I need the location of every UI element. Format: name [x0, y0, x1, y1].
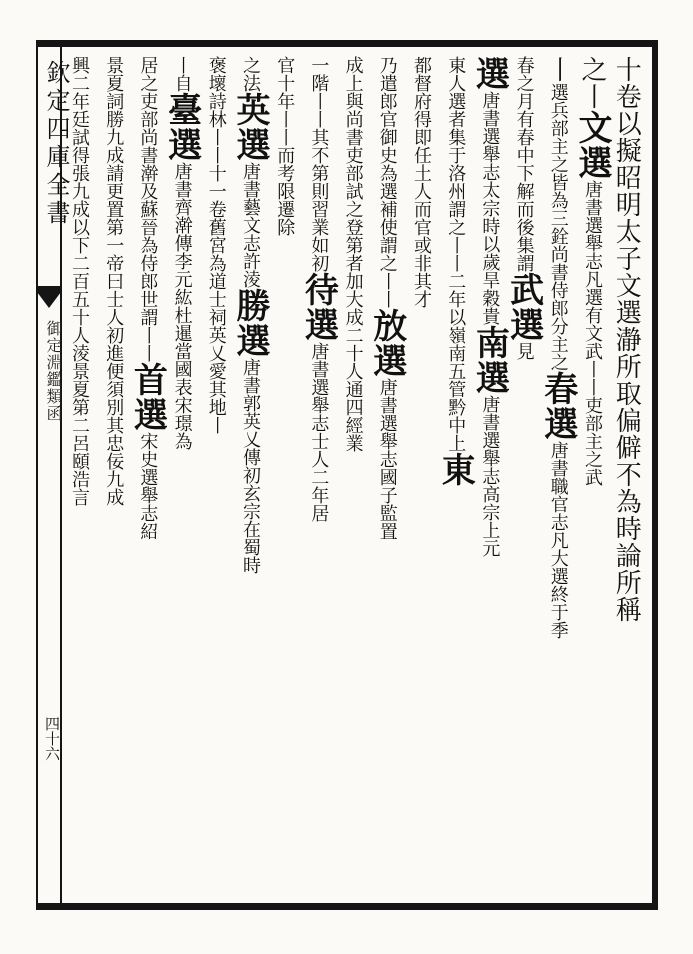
- text-column: [612, 56, 646, 896]
- text-run: 大成二十人通四經業: [342, 290, 364, 452]
- text-run: 唐書藝文志許淩: [239, 162, 261, 288]
- text-run: 之丨: [576, 56, 607, 110]
- text-column: [127, 56, 168, 896]
- entry-heading: 首選: [127, 362, 168, 432]
- text-run: 選兵部主之皆為三銓尚書侍郎分主之: [547, 83, 569, 371]
- text-run: 居之: [137, 56, 159, 92]
- text-run: 舊宮為道士祠英乂愛其地丨: [205, 218, 227, 434]
- text-column: [270, 56, 304, 896]
- text-run: 詩林丨丨十一卷: [205, 92, 227, 218]
- text-column: [435, 56, 476, 896]
- text-column: [537, 56, 578, 896]
- text-run: 吏部尚書澣及蘇晉為侍郎世謂丨丨: [137, 92, 159, 362]
- text-run: 興二年廷試得張九成以下二百五十人淩景夏第二呂頤浩言: [68, 56, 90, 506]
- frame-right-rule: [652, 40, 658, 910]
- text-run: 丨: [542, 56, 573, 83]
- text-run: 唐書選舉志國子監置: [376, 378, 398, 540]
- text-run: 十卷以擬昭明太子文選瀞: [611, 56, 642, 353]
- entry-heading: 英選: [229, 92, 270, 162]
- text-column: [503, 56, 544, 896]
- text-run: 東人選者集于洛州謂之丨丨: [445, 56, 467, 272]
- text-run: 都督府得即任土人而官或非其才: [410, 56, 432, 308]
- text-run: 唐書齊澣傳李元紘杜暹當國表宋璟為: [171, 162, 193, 450]
- text-column: [338, 56, 372, 896]
- entry-heading: 放選: [366, 308, 407, 378]
- text-column: [161, 56, 202, 896]
- entry-heading: 南選: [469, 325, 510, 395]
- fish-tail-mark-icon: [37, 286, 61, 314]
- text-column: [366, 56, 407, 896]
- entry-heading: 勝選: [229, 288, 270, 358]
- text-run: 所取偏僻不為時論所稱: [611, 353, 642, 623]
- text-run: 景夏詞勝九成請更置第一帝曰士人初進便須別其忠佞九成: [103, 56, 125, 506]
- text-run: 見: [513, 342, 535, 360]
- text-column: [298, 56, 339, 896]
- text-run: 一階丨丨其不第則習業如初: [308, 56, 330, 272]
- text-run: 乃遣郎官御史為選補使謂之丨丨: [376, 56, 398, 308]
- text-run: 唐書職官志凡大選終于季: [547, 441, 569, 639]
- entry-heading: 春選: [537, 371, 578, 441]
- text-run: 春之月有春中下解而後集謂: [513, 56, 535, 272]
- entry-heading: 選: [469, 56, 510, 91]
- margin-book-title: 欽定四庫全書: [42, 60, 70, 228]
- text-run: 丨自: [171, 56, 193, 92]
- frame-left-rule: [36, 40, 38, 910]
- text-run: 官十年丨丨而考限遷除: [274, 56, 296, 236]
- entry-heading: 待選: [298, 272, 339, 342]
- text-run: 唐書選舉志太宗時以歲旱穀貴: [479, 91, 501, 325]
- entry-heading: 東: [435, 452, 476, 487]
- text-column: [99, 56, 133, 896]
- text-column: [229, 56, 270, 896]
- text-run: 成上與尚書吏部試之登第者加: [342, 56, 364, 290]
- text-run: 褒壞: [205, 56, 227, 92]
- text-run: 唐書選舉志士人二年居: [308, 342, 330, 522]
- text-column: [469, 56, 510, 896]
- text-run: 宋史選舉志紹: [137, 432, 159, 540]
- entry-heading: 文選: [571, 110, 612, 180]
- text-run: 之法: [239, 56, 261, 92]
- text-column: [65, 56, 99, 896]
- margin-page-number: 四十六: [43, 716, 61, 761]
- text-column: [407, 56, 441, 896]
- frame-bottom-rule: [36, 903, 658, 910]
- frame-top-rule: [36, 40, 658, 47]
- text-column: [571, 56, 612, 896]
- text-run: 二年以嶺南五管黔中: [445, 272, 467, 434]
- text-run: 唐書選舉志凡選有文武丨丨吏部主之武: [581, 180, 603, 486]
- text-run: 唐書郭英乂傳初玄宗在蜀時: [239, 358, 261, 574]
- entry-heading: 臺選: [161, 92, 202, 162]
- text-run: 唐書選舉志高宗上元: [479, 395, 501, 557]
- text-run: 上: [445, 434, 467, 452]
- margin-subtitle: 御定淵鑑類函: [44, 320, 63, 422]
- text-column: [202, 56, 236, 896]
- entry-heading: 武選: [503, 272, 544, 342]
